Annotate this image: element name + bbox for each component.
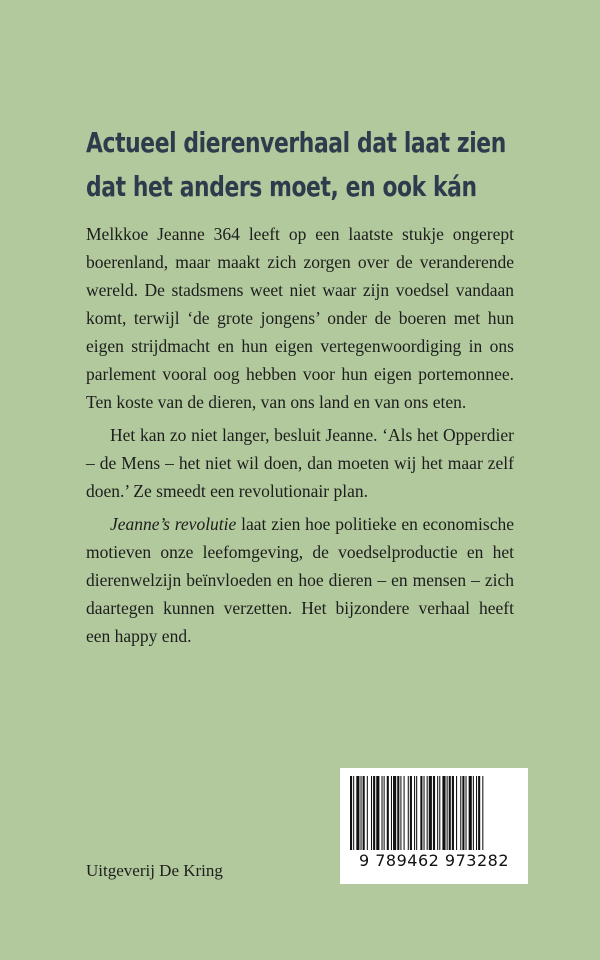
barcode-bar [382, 776, 383, 850]
blurb-paragraph-2: Het kan zo niet langer, besluit Jeanne. ‘Als het Opperdier – de Mens – het niet wil doen, dan moeten wij het maar zelf doen.’ Ze smeedt een revolutionair plan. [86, 425, 514, 501]
barcode-bar [456, 776, 457, 850]
barcode-bar [439, 776, 440, 850]
barcode-bar [353, 776, 354, 850]
barcode-bar [433, 776, 435, 850]
barcode-bar [356, 776, 359, 850]
barcode-bar [429, 776, 432, 850]
barcode-bar [420, 776, 422, 850]
barcode-bar [387, 776, 389, 850]
barcode-bar [408, 776, 409, 850]
blurb-paragraph-3 [86, 510, 514, 650]
headline-line-2: dat het anders moet, en ook kán [86, 170, 477, 203]
barcode-bar [393, 776, 396, 850]
barcode-bar [376, 776, 379, 850]
blurb-paragraph-3-text: laat zien hoe politieke en economische motieven onze leefomgeving, de voedselproductie en het dierenwelzijn beïnvloeden en hoe dieren – en mensen – zich daartegen kunnen verzetten. Het bijzondere verhaal heeft een happy end. [86, 514, 515, 646]
barcode-bar [442, 776, 445, 850]
barcode-bar [410, 776, 412, 850]
barcode-bar [363, 776, 365, 850]
barcode-bar [476, 776, 477, 850]
barcode-bar [482, 776, 483, 850]
headline [86, 121, 506, 209]
barcode-bar [447, 776, 448, 850]
barcode-bar [373, 776, 375, 850]
blurb [86, 220, 514, 655]
barcode-bar [469, 776, 472, 850]
barcode-bar [367, 776, 368, 850]
barcode-bar [404, 776, 405, 850]
barcode-bar [449, 776, 451, 850]
barcode-bar [371, 776, 372, 850]
publisher-name: Uitgeverij De Kring [86, 861, 223, 880]
barcode-bar [424, 776, 425, 850]
barcode-bar [427, 776, 428, 850]
isbn-barcode [340, 768, 528, 884]
barcode-bar [466, 776, 467, 850]
barcode-bar [478, 776, 480, 850]
barcode-bar [437, 776, 438, 850]
barcode-bar [460, 776, 461, 850]
barcode-bar [391, 776, 392, 850]
barcode-bar [462, 776, 464, 850]
headline-line-1: Actueel dierenverhaal dat laat zien [86, 126, 506, 159]
barcode-bar [384, 776, 385, 850]
barcode-bar [414, 776, 415, 850]
blurb-paragraph-1: Melkkoe Jeanne 364 leeft op een laatste stukje ongerept boerenland, maar maakt zich zorgen over de veranderende wereld. De stadsmens weet niet waar zijn voedsel vandaan komt, terwijl ‘de grote jongens’ onder de boeren met hun eigen strijdmacht en hun eigen vertegenwoordiging in ons parlement vooral oog hebben voor hun eigen portemonnee. Ten koste van de dieren, van ons land en van ons eten. [86, 224, 514, 412]
isbn-number: 9 789462 973282 [358, 851, 509, 870]
barcode-bar [400, 776, 401, 850]
book-title-italic: Jeanne’s revolutie [110, 514, 237, 534]
barcode-bar [397, 776, 399, 850]
barcode-bar [452, 776, 454, 850]
barcode-bar [361, 776, 362, 850]
barcode-bar [473, 776, 474, 850]
barcode-bars [346, 776, 522, 850]
barcode-bar [350, 776, 352, 850]
barcode-bar [416, 776, 417, 850]
